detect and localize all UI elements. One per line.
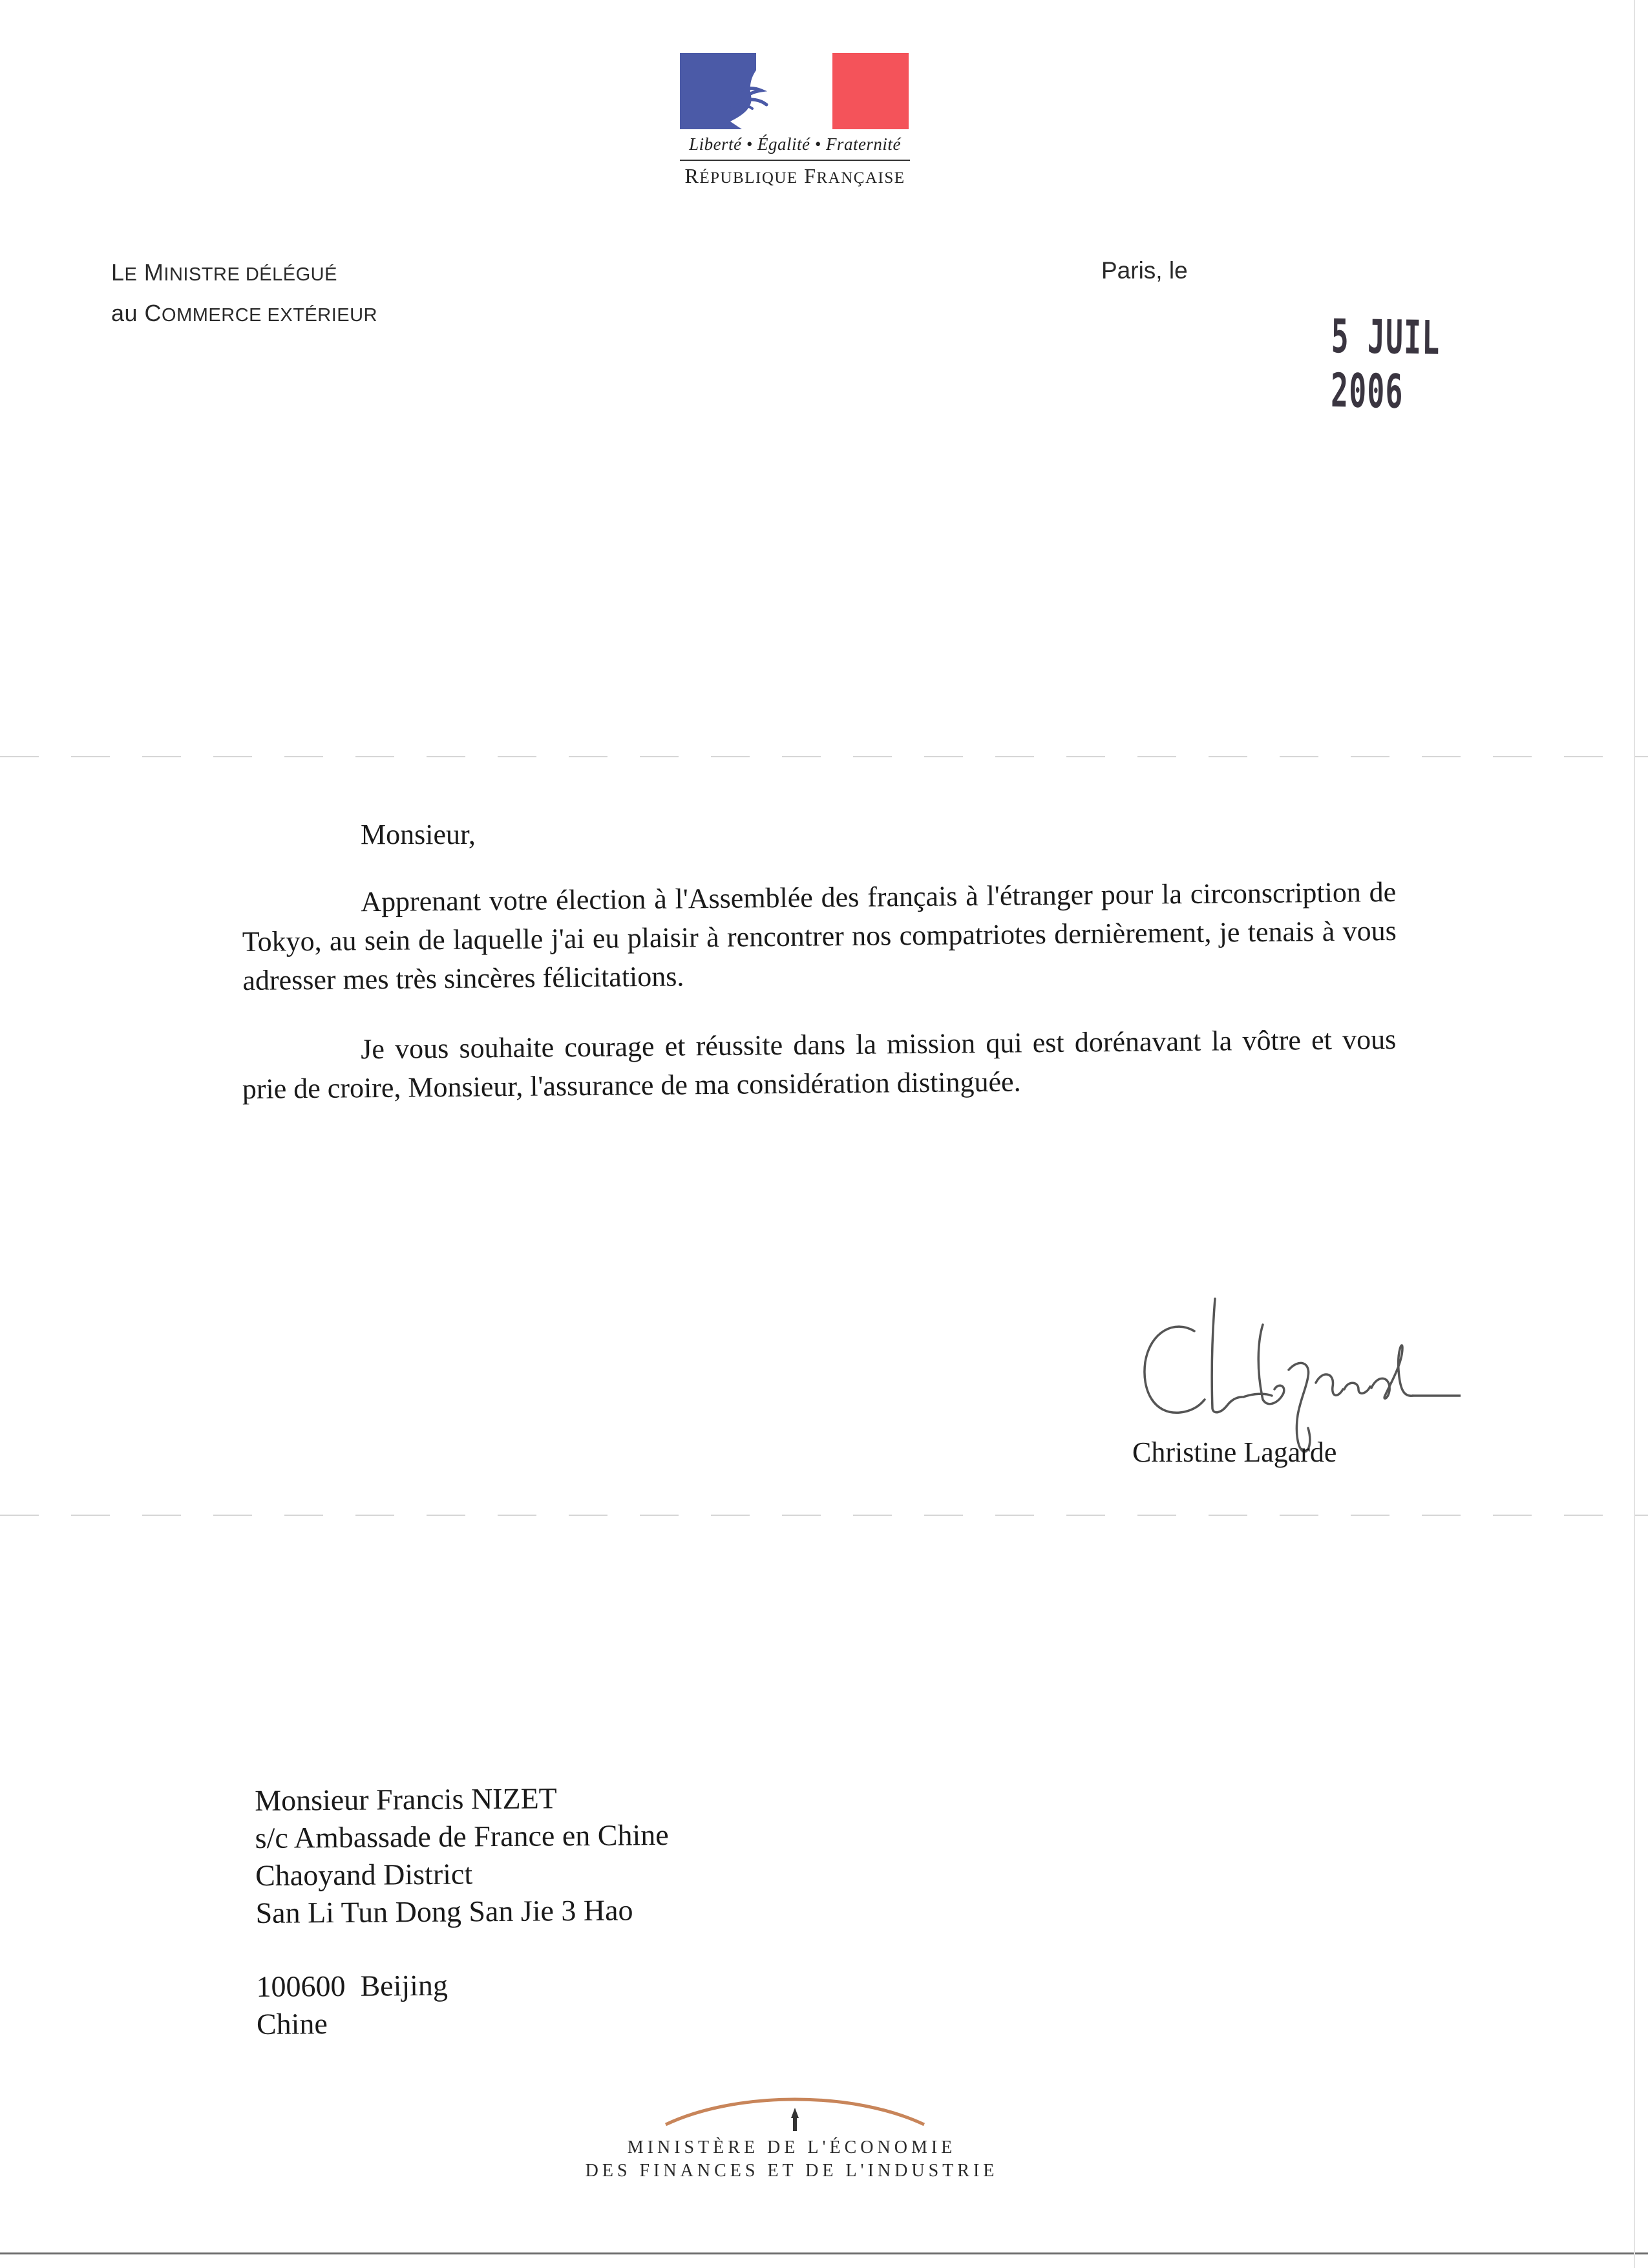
sender-line-1: LE MINISTRE DÉLÉGUÉ — [111, 259, 337, 286]
scan-edge — [0, 2252, 1648, 2254]
address-line: s/c Ambassade de France en Chine — [255, 1818, 669, 1854]
dateline-place: Paris, le — [1101, 257, 1188, 284]
sender-line-2: au COMMERCE EXTÉRIEUR — [111, 300, 378, 326]
address-line: Chaoyand District — [255, 1857, 473, 1892]
paragraph — [242, 1020, 1397, 1109]
salutation: Monsieur, — [361, 819, 476, 850]
signer-name: Christine Lagarde — [1132, 1436, 1337, 1468]
recipient-address — [255, 1779, 670, 2043]
motto-divider — [680, 160, 910, 161]
footer-line-2: DES FINANCES ET DE L'INDUSTRIE — [585, 2161, 998, 2181]
paragraph-text: Apprenant votre élection à l'Assemblée des français à l'étranger pour la circonscription de Tokyo, au sein de laquelle j'ai eu plaisir à rencontrer nos compatriotes dernièrement, je tenais à vous adresser mes très sincères félicitations. — [242, 876, 1397, 996]
republic-name: RÉPUBLIQUE FRANÇAISE — [684, 164, 905, 187]
republic-motto: Liberté • Égalité • Fraternité — [689, 134, 901, 154]
fold-line — [0, 1515, 1648, 1516]
address-line: 100600 Beijing — [256, 1968, 449, 2003]
paragraph — [242, 873, 1397, 1000]
marianne-logo — [680, 53, 909, 129]
ministry-footer — [582, 2136, 1002, 2183]
scan-edge — [1634, 0, 1635, 2268]
footer-line-1: MINISTÈRE DE L'ÉCONOMIE — [627, 2137, 956, 2158]
address-line: Monsieur Francis NIZET — [255, 1781, 557, 1817]
paragraph-text: Je vous souhaite courage et réussite dans la mission qui est dorénavant la vôtre et vous prie de croire, Monsieur, l'assurance de ma considération distinguée. — [242, 1023, 1397, 1105]
sender-block — [111, 253, 377, 335]
date-stamp: 5 JUIL 2006 — [1330, 309, 1441, 419]
address-line: San Li Tun Dong San Jie 3 Hao — [255, 1893, 633, 1929]
address-line: Chine — [256, 2007, 328, 2041]
ministry-arc-icon — [659, 2088, 931, 2134]
handwritten-signature — [1125, 1286, 1461, 1454]
fold-line — [0, 756, 1648, 757]
